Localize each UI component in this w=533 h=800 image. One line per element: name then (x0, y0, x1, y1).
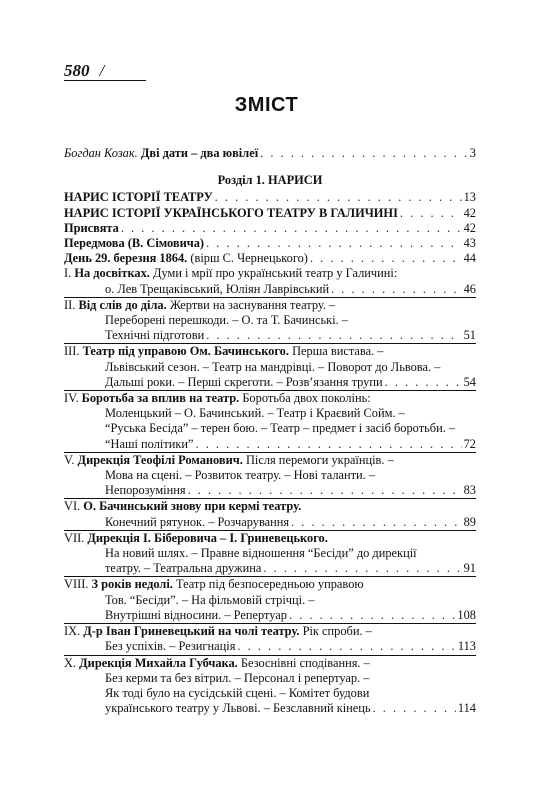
toc-entry-description: Перша вистава. – (288, 344, 384, 359)
toc-entry-page: 13 (463, 190, 476, 205)
toc-entry[interactable] (64, 298, 476, 344)
toc-entry-text (64, 391, 371, 405)
dot-leader (215, 190, 462, 205)
toc-entry-description: “Наші політики” (105, 436, 194, 451)
toc-entry-description: Непорозуміння (105, 483, 186, 498)
toc-entry-heading: З років недолі. (91, 577, 173, 592)
toc-entry-description: Дальші роки. – Перші скреготи. – Розв’язання трупи (105, 374, 383, 389)
intro-page: 3 (469, 146, 476, 160)
toc-entry-page: 42 (463, 220, 476, 235)
toc-entry-description: театру. – Театральна дружина (105, 561, 262, 576)
toc-entry-text (64, 531, 328, 545)
toc-entry-heading: НАРИС ІСТОРІЇ УКРАЇНСЬКОГО ТЕАТРУ В ГАЛИЧИНІ (64, 205, 398, 220)
toc-entry-page: 91 (463, 561, 476, 576)
toc-entry-text (105, 686, 369, 700)
toc-entry[interactable] (64, 624, 476, 654)
toc-entry-heading: Від слів до діла. (78, 297, 167, 312)
toc-entry-heading: Передмова (В. Сімовича) (64, 236, 205, 251)
toc-entry-page: 44 (463, 251, 476, 266)
toc-entry-text (105, 313, 348, 327)
toc-entry-description: Безоснівні сподівання. – (237, 655, 370, 670)
toc-entry-text (64, 453, 394, 467)
toc-entry-text (105, 593, 314, 607)
toc-entry-description: V. (64, 452, 78, 467)
toc-entry-page: 72 (463, 436, 476, 451)
toc-entry-description: Технічні підготови (105, 328, 205, 343)
toc-entry-description: IX. (64, 624, 84, 639)
page-number-value: 580 (64, 61, 90, 80)
toc-entry-page: 54 (463, 374, 476, 389)
toc-entry-page: 113 (457, 639, 476, 654)
toc-entry-description: II. (64, 297, 79, 312)
toc-entry-description: “Руська Бесіда” – терен бою. – Театр – предмет і засіб боротьби. – (105, 421, 456, 436)
toc-entry-description: Думи і мрії про український театр у Галичині: (149, 266, 398, 281)
toc-entry[interactable] (64, 531, 476, 577)
toc-entry-description: Переборені перешкоди. – О. та Т. Бачинські. – (105, 313, 348, 328)
dot-leader (196, 437, 462, 452)
dot-leader (331, 282, 462, 297)
toc-entry-text (105, 282, 329, 297)
toc-entry-text (64, 298, 335, 312)
toc-entry-description: Без керми та без вітрил. – Персонал і репертуар. – (105, 670, 370, 685)
toc-entry-description: Тов. “Бесіди”. – На фільмовій стрічці. – (105, 592, 315, 607)
toc-entry-description: VI. (64, 499, 84, 514)
toc-entry-description: Мова на сцені. – Розвиток театру. – Нові таланти. – (105, 468, 376, 483)
toc-entry-page: 42 (463, 205, 476, 220)
toc-entry-description: IV. (64, 391, 82, 406)
toc-entry-text (105, 701, 371, 716)
toc-entry-heading: О. Бачинський знову при кермі театру. (83, 499, 302, 514)
dot-leader (385, 375, 462, 390)
toc-entry-heading: Боротьба за вплив на театр. (81, 391, 240, 406)
toc-entry[interactable] (64, 391, 476, 452)
toc-entry-page: 108 (457, 607, 476, 622)
page-number-separator: / (99, 61, 105, 80)
toc-entry-text (105, 546, 417, 560)
dot-leader (121, 221, 462, 236)
toc-entry-description: о. Лев Трещаківський, Юліян Лаврівський (105, 281, 330, 296)
dot-leader (289, 608, 455, 623)
toc-entry-text (105, 639, 235, 654)
toc-entry-text (105, 483, 186, 498)
toc-entry-description: Боротьба двох поколінь: (239, 391, 371, 406)
toc-entry-description: Без успіхів. – Резигнація (105, 639, 236, 654)
toc-entry-text (105, 360, 440, 374)
toc-entry-description: III. (64, 344, 83, 359)
toc-entry-description: Театр під безпосередньою управою (172, 577, 364, 592)
toc-entry-heading: День 29. березня 1864. (64, 251, 188, 266)
toc-entry-description: Жертви на заснування театру. – (166, 297, 336, 312)
toc-entry[interactable] (64, 190, 476, 205)
table-of-contents (64, 146, 476, 716)
page-number-rule (64, 80, 146, 81)
section-heading: Розділ 1. НАРИСИ (217, 173, 323, 188)
toc-entry-heading: Дирекція Теофілі Романович. (77, 452, 243, 467)
toc-entry-description: (вірш С. Чернецького) (187, 251, 308, 266)
toc-entry[interactable] (64, 221, 476, 236)
dot-leader (188, 483, 462, 498)
toc-entry-text (64, 624, 372, 638)
toc-entry-description: VIII. (64, 577, 92, 592)
toc-entry-text (64, 266, 397, 280)
toc-entry-description: I. (64, 266, 75, 281)
toc-entry-heading: Дирекція Михайла Губчака. (79, 655, 238, 670)
toc-entry-description: українського театру у Львові. – Безславний кінець (105, 701, 371, 716)
toc-entry-text (64, 206, 398, 221)
toc-entry[interactable] (64, 453, 476, 499)
toc-entry-description: Моленцький – О. Бачинський. – Театр і Краєвий Сойм. – (105, 406, 405, 421)
toc-entry-page: 43 (463, 236, 476, 251)
toc-entry-heading: Театр під управою Ом. Бачинського. (82, 344, 289, 359)
toc-entry[interactable] (64, 251, 476, 266)
toc-entry-text (64, 499, 301, 513)
toc-entry-text (105, 671, 369, 685)
toc-entry-description: На новий шлях. – Правне відношення “Бесіди” до дирекції (105, 546, 417, 561)
toc-entry-text (105, 406, 405, 420)
toc-entry[interactable] (64, 236, 476, 251)
toc-entry[interactable] (64, 656, 476, 717)
intro-entry[interactable] (64, 146, 476, 161)
toc-entry-text (105, 375, 383, 390)
toc-entry-description: Рік спроби. – (299, 624, 372, 639)
toc-entry-text (64, 344, 384, 358)
toc-entry-text (105, 437, 194, 452)
intro-author: Богдан Козак. (64, 146, 138, 160)
dot-leader (373, 701, 456, 716)
toc-entry-text (64, 577, 364, 591)
dot-leader (310, 251, 462, 266)
toc-entry-text (105, 468, 375, 482)
toc-entry-description: VII. (64, 530, 88, 545)
toc-entry-text (105, 608, 287, 623)
toc-entry-heading: Д-р Іван Гриневецький на чолі театру. (83, 624, 300, 639)
dot-leader (237, 639, 455, 654)
page-number (64, 61, 104, 81)
toc-entry-text (64, 656, 370, 670)
toc-entry[interactable] (64, 499, 476, 529)
toc-entry-heading: Присвята (64, 220, 119, 235)
dot-leader (291, 515, 462, 530)
toc-entry[interactable] (64, 266, 476, 296)
dot-leader (400, 206, 462, 221)
toc-entry-page: 114 (457, 701, 476, 716)
toc-entry-description: Внутрішні відносини. – Репертуар (105, 607, 287, 622)
toc-entry-page: 46 (463, 281, 476, 296)
toc-entry-heading: На досвітках. (74, 266, 150, 281)
toc-entry-description: Конечний рятунок. – Розчарування (105, 514, 290, 529)
dot-leader (206, 328, 461, 343)
toc-entry-description: Після перемоги українців. – (242, 452, 394, 467)
toc-entry-text (64, 190, 213, 205)
dot-leader (206, 236, 462, 251)
toc-entry-page: 51 (463, 328, 476, 343)
toc-entry[interactable] (64, 206, 476, 221)
toc-entry-heading: Дирекція І. Біберовича – І. Гриневецького. (87, 530, 328, 545)
toc-entry-description: X. (64, 655, 80, 670)
toc-entry-heading: НАРИС ІСТОРІЇ ТЕАТРУ (64, 190, 213, 205)
toc-entry[interactable] (64, 344, 476, 390)
toc-entry-text (64, 251, 308, 266)
toc-entry-text (64, 221, 119, 236)
page-title: ЗМІСТ (234, 94, 299, 116)
dot-leader (263, 561, 461, 576)
toc-entry-text (105, 421, 455, 435)
toc-entry-description: Львівський сезон. – Театр на мандрівці. – Поворот до Львова. – (105, 359, 441, 374)
toc-entry-text (105, 328, 204, 343)
dot-leader (260, 146, 468, 161)
toc-entry[interactable] (64, 577, 476, 623)
toc-entry-description: Як тоді було на сусідській сцені. – Комітет будови (105, 685, 370, 700)
toc-entry-text (105, 515, 289, 530)
toc-entry-page: 89 (463, 514, 476, 529)
intro-title: Дві дати – два ювілеї (140, 146, 259, 160)
toc-entry-page: 83 (463, 483, 476, 498)
toc-entry-text (105, 561, 261, 576)
toc-entry-text (64, 236, 204, 251)
entries-list (64, 190, 476, 716)
